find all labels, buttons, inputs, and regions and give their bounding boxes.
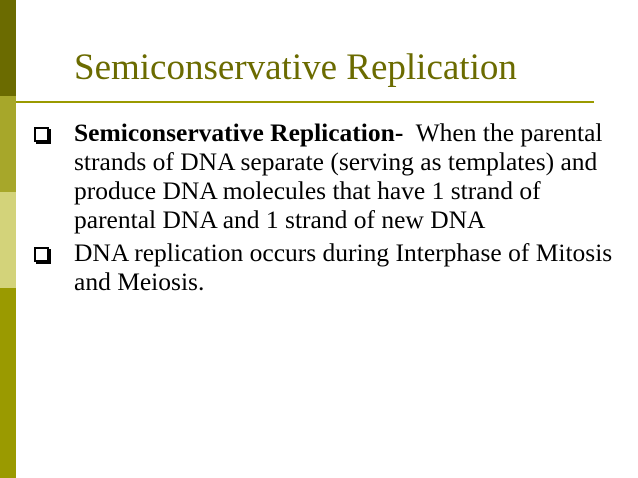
square-bullet-icon [34,247,49,262]
sidebar-band-1 [0,0,16,96]
sidebar-band-4 [0,288,16,478]
square-bullet-icon [34,127,49,142]
sidebar-decoration [0,0,16,478]
title-underline [16,101,594,103]
bullet-text: DNA replication occurs during Interphase of Mitosis and Meiosis. [74,238,613,296]
bullet-list [22,118,622,300]
bullet-item-interphase [22,238,622,296]
bullet-lead-term: Semiconservative Replication- [74,118,404,147]
sidebar-band-3 [0,192,16,288]
bullet-text: When the parental strands of DNA separate (serving as templates) and produce DNA molecules that have 1 strand of parental DNA and 1 strand of new DNA [74,118,609,234]
bullet-item-semiconservative [22,118,622,234]
slide-title: Semiconservative Replication [74,47,517,88]
sidebar-band-2 [0,96,16,192]
